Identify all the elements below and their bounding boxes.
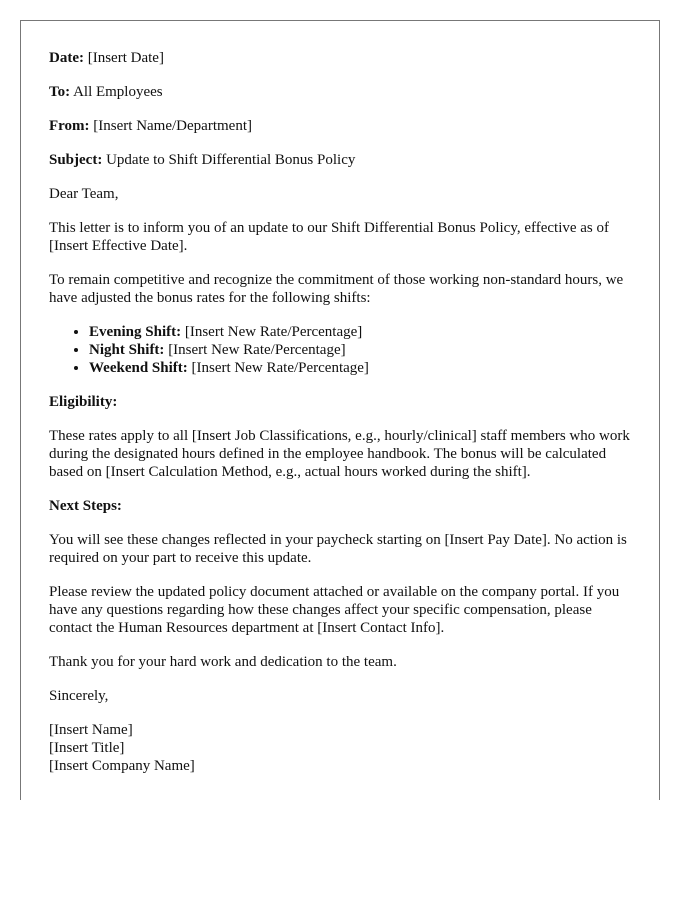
signature-block: [49, 721, 631, 775]
from-line: [49, 117, 631, 135]
shift-label: Night Shift:: [89, 342, 165, 358]
thanks-paragraph: Thank you for your hard work and dedication to the team.: [49, 654, 397, 670]
list-item: [89, 359, 631, 377]
next-steps-heading: Next Steps:: [49, 498, 122, 514]
signature-name: [Insert Name]: [49, 722, 133, 738]
lead-paragraph: To remain competitive and recognize the commitment of those working non-standard hours, we have adjusted the bonus rates for the following shifts:: [49, 272, 624, 306]
from-value: [Insert Name/Department]: [93, 118, 252, 134]
date-value: [Insert Date]: [87, 50, 164, 66]
shift-label: Evening Shift:: [89, 324, 182, 340]
subject-line: [49, 151, 631, 169]
closing: Sincerely,: [49, 688, 109, 704]
to-line: [49, 83, 631, 101]
shift-value: [Insert New Rate/Percentage]: [191, 360, 369, 376]
eligibility-heading: Eligibility:: [49, 394, 118, 410]
next-steps-paragraph: You will see these changes reflected in your paycheck starting on [Insert Pay Date]. No action is required on your part to receive this update.: [49, 532, 627, 566]
intro-paragraph: This letter is to inform you of an update to our Shift Differential Bonus Policy, effective as of [Insert Effective Date].: [49, 220, 610, 254]
letter-page: [20, 20, 660, 800]
shift-list: [49, 323, 631, 377]
date-label: Date:: [49, 50, 84, 66]
from-label: From:: [49, 118, 90, 134]
date-line: [49, 49, 631, 67]
shift-label: Weekend Shift:: [89, 360, 188, 376]
to-value: All Employees: [73, 84, 163, 100]
subject-label: Subject:: [49, 152, 103, 168]
list-item: [89, 341, 631, 359]
shift-value: [Insert New Rate/Percentage]: [184, 324, 363, 340]
shift-value: [Insert New Rate/Percentage]: [168, 342, 346, 358]
signature-title: [Insert Title]: [49, 740, 125, 756]
review-paragraph: Please review the updated policy document attached or available on the company portal. If you have any questions regarding how these changes affect your specific compensation, please contact the Human Resources department at [Insert Contact Info].: [49, 584, 620, 636]
list-item: [89, 323, 631, 341]
signature-company: [Insert Company Name]: [49, 758, 195, 774]
eligibility-paragraph: These rates apply to all [Insert Job Classifications, e.g., hourly/clinical] staff members who work during the designated hours defined in the employee handbook. The bonus will be calculated based on [Insert Calculation Method, e.g., actual hours worked during the shift].: [49, 428, 630, 480]
to-label: To:: [49, 84, 71, 100]
greeting: Dear Team,: [49, 186, 119, 202]
subject-value: Update to Shift Differential Bonus Policy: [106, 152, 356, 168]
